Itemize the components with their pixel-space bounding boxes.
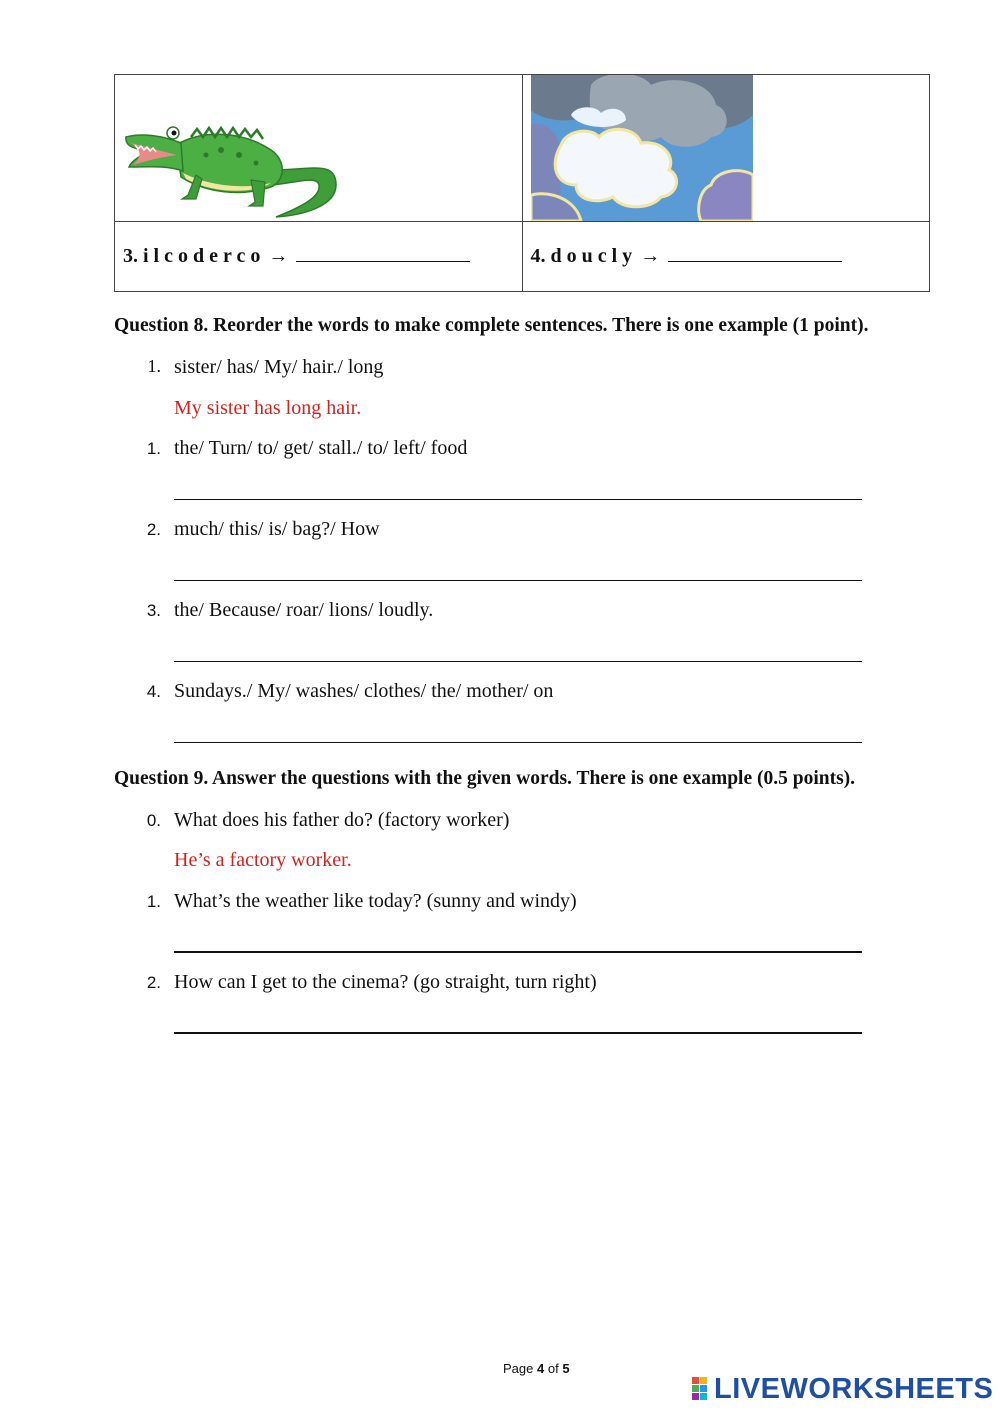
q8-item-4-prompt: Sundays./ My/ washes/ clothes/ the/ mother/ on — [174, 680, 554, 702]
answer-blank-4[interactable] — [668, 247, 842, 262]
q9-example-prompt: What does his father do? (factory worker) — [174, 809, 510, 831]
picture-table — [114, 74, 930, 292]
q9-answer-line-1[interactable] — [174, 951, 862, 953]
question-8-title: Question 8. Reorder the words to make complete sentences. There is one example (1 point). — [114, 315, 869, 336]
answer-blank-3[interactable] — [296, 247, 470, 262]
q8-answer-line-4[interactable] — [174, 742, 862, 743]
cloudy-cell — [522, 75, 930, 222]
q9-example-number: 0. — [146, 811, 161, 830]
word-3-label: 3. i l c o d e r c o — [123, 245, 261, 267]
crocodile-cell — [115, 75, 523, 222]
q8-item-2-prompt: much/ this/ is/ bag?/ How — [174, 518, 380, 540]
q8-item-1-number: 1. — [146, 439, 161, 458]
q9-example-answer: He’s a factory worker. — [174, 849, 352, 871]
q9-item-1-prompt: What’s the weather like today? (sunny and windy) — [174, 890, 577, 912]
page-word: Page — [503, 1361, 534, 1376]
page-total: 5 — [562, 1361, 570, 1376]
q8-answer-line-2[interactable] — [174, 580, 862, 581]
page-indicator — [503, 1361, 570, 1376]
q9-item-2-number: 2. — [146, 973, 161, 992]
q8-example-prompt: sister/ has/ My/ hair./ long — [174, 356, 384, 378]
q8-item-3-prompt: the/ Because/ roar/ lions/ loudly. — [174, 599, 434, 621]
page-number: 4 — [537, 1361, 545, 1376]
q8-answer-line-1[interactable] — [174, 499, 862, 500]
q8-example-number: 1. — [147, 356, 161, 376]
q8-item-1-prompt: the/ Turn/ to/ get/ stall./ to/ left/ food — [174, 437, 468, 459]
q8-item-2-number: 2. — [146, 520, 161, 539]
cloudy-sky-image — [531, 75, 753, 221]
q9-item-1-number: 1. — [146, 892, 161, 911]
q8-example-answer: My sister has long hair. — [174, 397, 362, 419]
q9-item-2-prompt: How can I get to the cinema? (go straight, turn right) — [174, 971, 597, 993]
brand-squares-icon — [692, 1377, 716, 1405]
cloudy-label-cell — [522, 222, 930, 292]
of-word: of — [547, 1361, 559, 1376]
crocodile-label-cell — [115, 222, 523, 292]
word-4-label: 4. d o u c l y — [530, 245, 633, 267]
q8-answer-line-3[interactable] — [174, 661, 862, 662]
crocodile-image — [121, 75, 341, 221]
q9-answer-line-2[interactable] — [174, 1032, 862, 1034]
arrow-icon: → — [640, 245, 661, 267]
question-9-title: Question 9. Answer the questions with the given words. There is one example (0.5 points). — [114, 768, 856, 789]
brand-name: LIVEWORKSHEETS — [714, 1373, 994, 1405]
q8-item-3-number: 3. — [146, 601, 161, 620]
arrow-icon: → — [268, 245, 289, 267]
q8-item-4-number: 4. — [146, 682, 161, 701]
